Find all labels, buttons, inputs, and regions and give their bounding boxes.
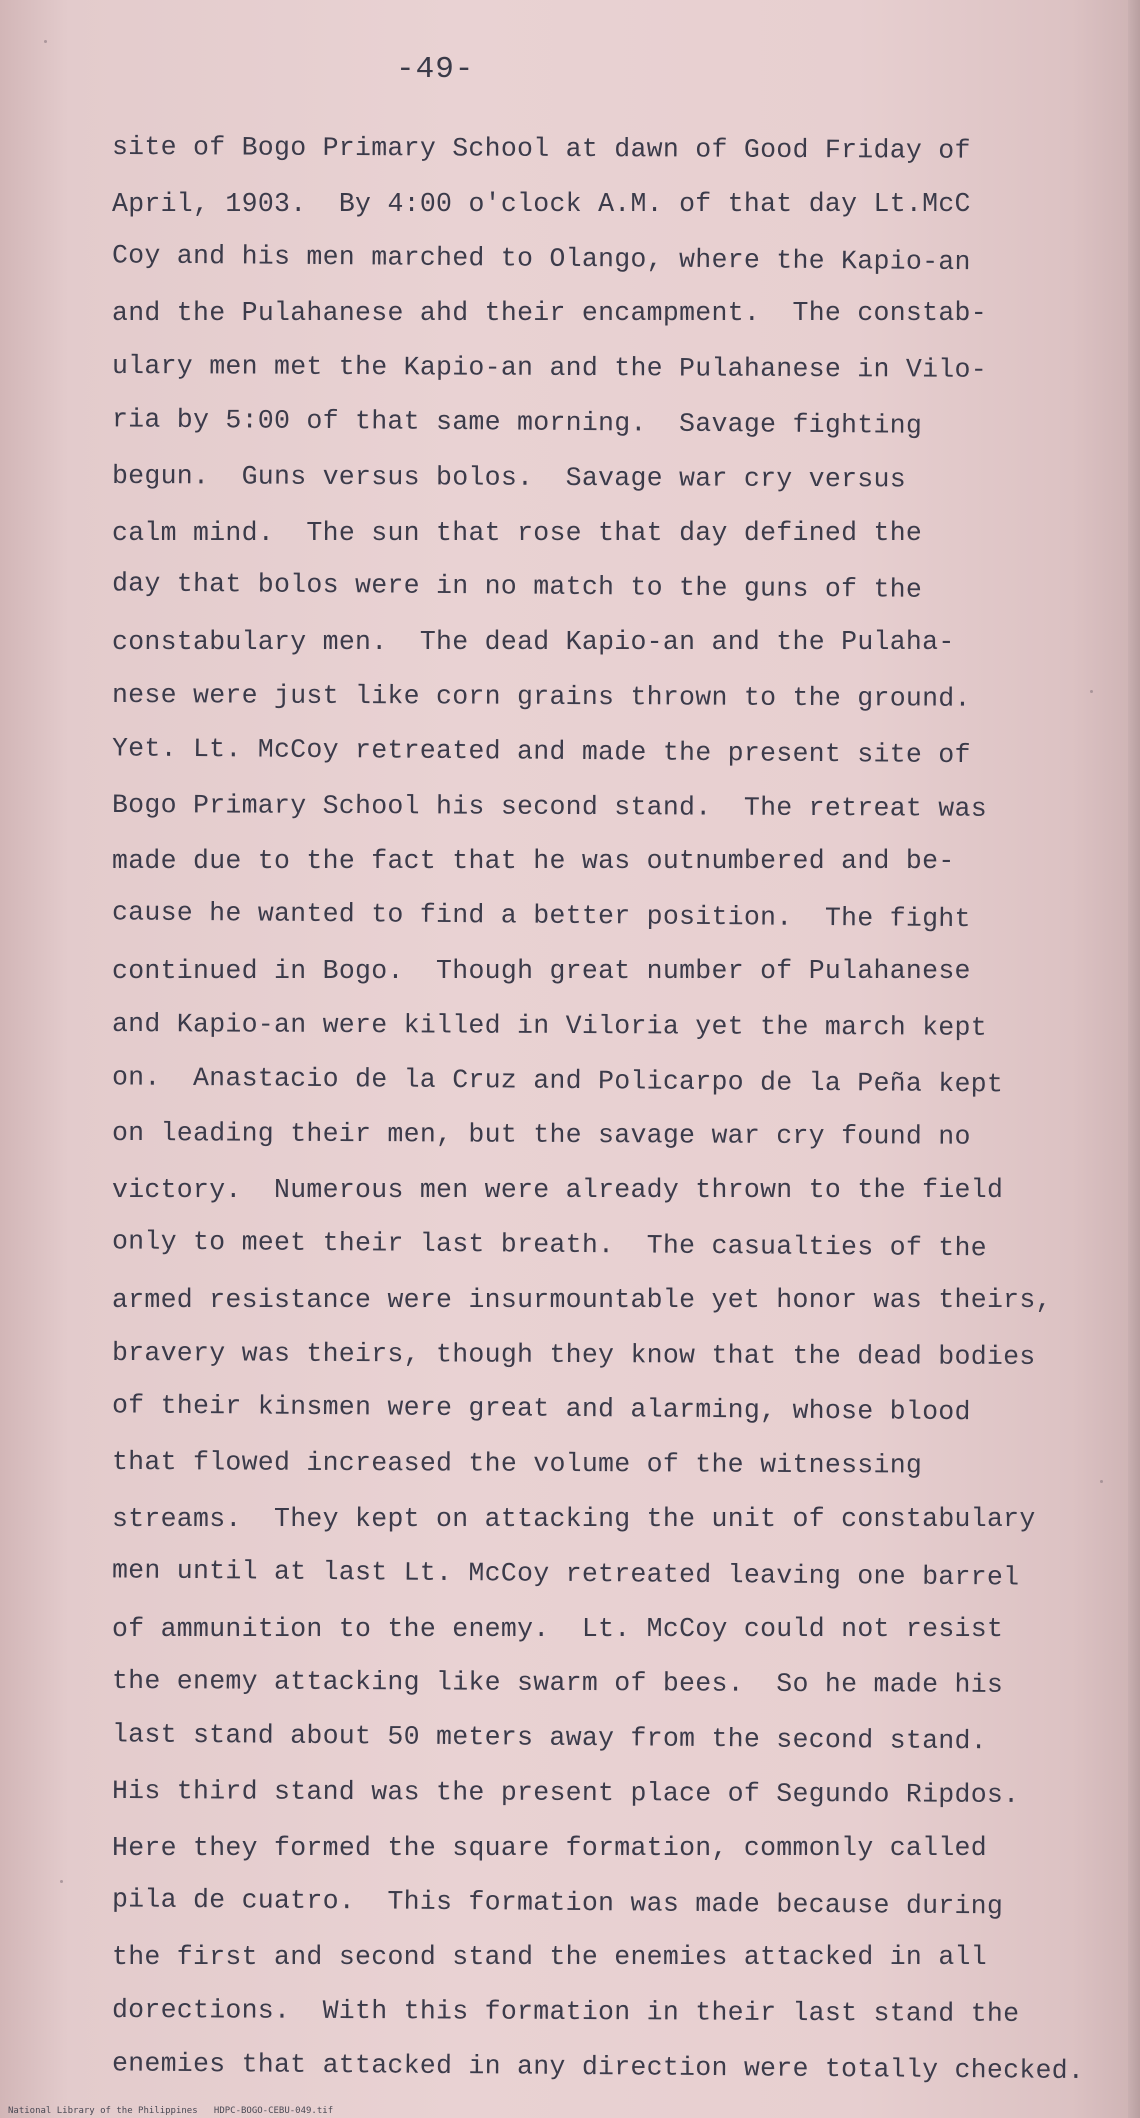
page-edge-shadow xyxy=(1128,0,1140,2118)
text-line: ulary men met the Kapio-an and the Pulahanese in Vilo- xyxy=(111,351,988,385)
text-line: made due to the fact that he was outnumbered and be- xyxy=(112,846,955,877)
text-line: Bogo Primary School his second stand. The retreat was xyxy=(111,789,988,824)
text-line: of ammunition to the enemy. Lt. McCoy could not resist xyxy=(112,1613,1004,1644)
text-line: victory. Numerous men were already thrown to the field xyxy=(112,1175,1004,1206)
text-line: Yet. Lt. McCoy retreated and made the present site of xyxy=(111,733,971,770)
text-line: Here they formed the square formation, commonly called xyxy=(112,1832,987,1863)
text-line: on leading their men, but the savage war cry found no xyxy=(111,1118,971,1153)
text-line: site of Bogo Primary School at dawn of Good Friday of xyxy=(111,131,971,166)
text-line: that flowed increased the volume of the witnessing xyxy=(111,1447,923,1481)
paper-speck xyxy=(44,40,47,43)
text-line: streams. They kept on attacking the unit of constabulary xyxy=(112,1503,1036,1534)
text-line: armed resistance were insurmountable yet honor was theirs, xyxy=(112,1284,1052,1315)
text-line: April, 1903. By 4:00 o'clock A.M. of that day Lt.McC xyxy=(112,188,971,219)
typewritten-text-block xyxy=(111,122,1085,2095)
text-line: and Kapio-an were killed in Viloria yet the march kept xyxy=(111,1008,988,1043)
paper-speck xyxy=(1100,1480,1103,1483)
page-number: -49- xyxy=(396,52,475,87)
text-line: continued in Bogo. Though great number of Pulahanese xyxy=(112,955,971,986)
text-line: only to meet their last breath. The casualties of the xyxy=(111,1226,988,1264)
text-line: on. Anastacio de la Cruz and Policarpo de la Peña kept xyxy=(111,1061,1004,1099)
text-line: cause he wanted to find a better position. The fight xyxy=(111,897,971,935)
paper-speck xyxy=(60,1880,63,1883)
text-line: of their kinsmen were great and alarming, whose blood xyxy=(111,1390,971,1428)
text-line: men until at last Lt. McCoy retreated leaving one barrel xyxy=(111,1555,1020,1593)
text-line: the first and second stand the enemies attacked in all xyxy=(112,1942,987,1973)
text-line: nese were just like corn grains thrown to the ground. xyxy=(111,679,971,714)
text-line: pila de cuatro. This formation was made because during xyxy=(111,1883,1004,1921)
text-line: constabulary men. The dead Kapio-an and the Pulaha- xyxy=(112,627,955,658)
text-line: and the Pulahanese ahd their encampment. The constab- xyxy=(112,298,987,329)
text-line: bravery was theirs, though they know that the dead bodies xyxy=(111,1337,1036,1372)
text-line: Coy and his men marched to Olango, where the Kapio-an xyxy=(111,239,971,277)
text-line: day that bolos were in no match to the guns of the xyxy=(111,568,923,606)
text-line: begun. Guns versus bolos. Savage war cry versus xyxy=(111,460,907,495)
text-line: dorections. With this formation in their last stand the xyxy=(111,1995,1020,2030)
text-line: calm mind. The sun that rose that day defined the xyxy=(112,517,923,548)
text-line: ria by 5:00 of that same morning. Savage fighting xyxy=(111,404,923,441)
text-line: enemies that attacked in any direction were totally checked. xyxy=(111,2048,1085,2086)
text-line: the enemy attacking like swarm of bees. So he made his xyxy=(111,1666,1004,1701)
text-line: His third stand was the present place of Segundo Ripdos. xyxy=(111,1775,1020,1810)
scan-footer: National Library of the Philippines HDPC-BOGO-CEBU-049.tif xyxy=(8,2106,334,2116)
paper-speck xyxy=(1090,690,1093,693)
text-line: last stand about 50 meters away from the second stand. xyxy=(111,1719,988,1757)
